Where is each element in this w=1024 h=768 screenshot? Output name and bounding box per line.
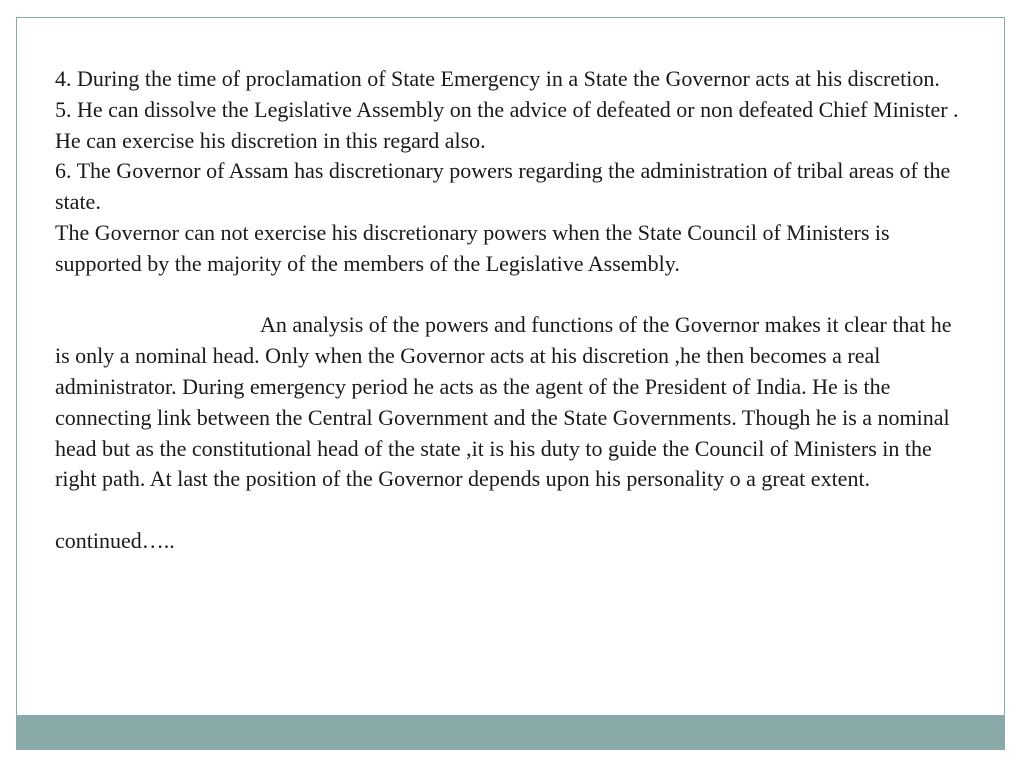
slide-body: [55, 64, 960, 557]
analysis-paragraph: An analysis of the powers and functions of the Governor makes it clear that he is only a nominal head. Only when the Governor acts at his discretion ,he then becomes a real administrator. During emergency period he acts as the agent of the President of India. He is the connecting link between the Central Government and the State Governments. Though he is a nominal head but as the constitutional head of the state ,it is his duty to guide the Council of Ministers in the right path. At last the position of the Governor depends upon his personality o a great extent.: [55, 312, 952, 492]
paragraph-spacer: [55, 495, 960, 526]
footer-bar: [17, 715, 1004, 749]
point-5: 5. He can dissolve the Legislative Assembly on the advice of defeated or non defeated Chief Minister . He can exercise his discretion in this regard also.: [55, 96, 959, 153]
point-4: 4. During the time of proclamation of State Emergency in a State the Governor acts at his discretion.: [55, 66, 940, 91]
continued-label: continued…..: [55, 527, 175, 553]
slide-frame: [16, 17, 1005, 750]
point-6: 6. The Governor of Assam has discretionary powers regarding the administration of tribal areas of the state.: [55, 158, 951, 215]
paragraph-spacer: [55, 280, 960, 311]
discretion-limit-paragraph: The Governor can not exercise his discretionary powers when the State Council of Ministers is supported by the majority of the members of the Legislative Assembly.: [55, 219, 890, 276]
